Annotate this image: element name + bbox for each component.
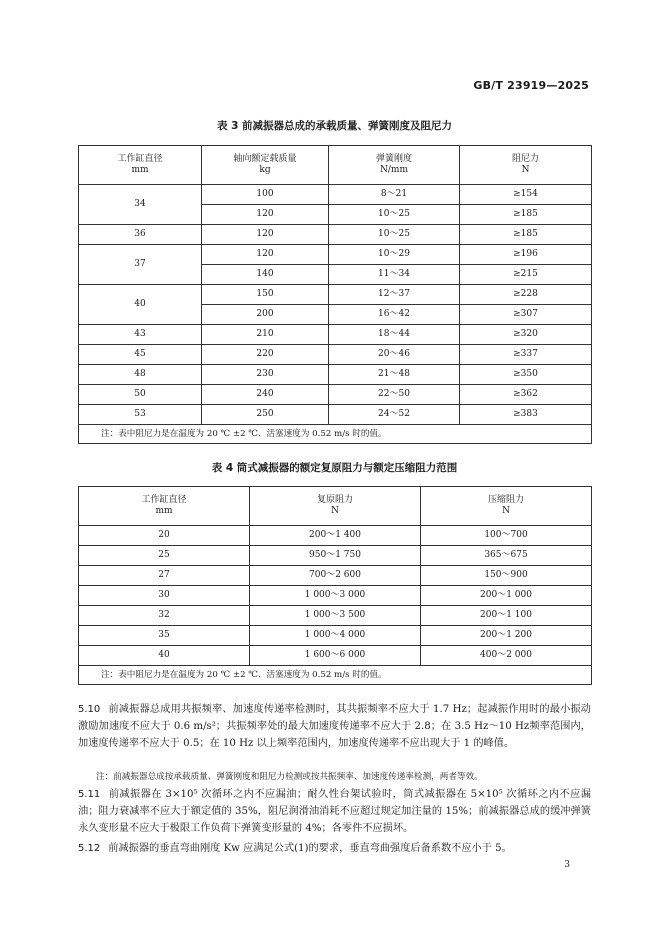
- cylinder-diameter-cell: 43: [79, 325, 202, 345]
- cylinder-diameter-cell: 37: [79, 245, 202, 285]
- cylinder-diameter-cell: 48: [79, 365, 202, 385]
- table-row: [79, 526, 592, 546]
- column-header-label: 压缩阻力: [487, 495, 524, 505]
- column-header-unit: N: [502, 506, 510, 516]
- table4-body: [79, 487, 592, 685]
- column-header: [421, 487, 592, 526]
- column-header: [202, 146, 329, 185]
- rebound-force-cell: 1 000～3 000: [250, 586, 421, 606]
- spring-stiffness-cell: 8～21: [329, 185, 460, 205]
- rated-load-cell: 100: [202, 185, 329, 205]
- spring-stiffness-cell: 18～44: [329, 325, 460, 345]
- cylinder-diameter-cell: 53: [79, 405, 202, 425]
- damping-force-cell: ≥196: [460, 245, 592, 265]
- table4-note-row: [79, 666, 592, 685]
- table3-caption: 表 3 前减振器总成的承载质量、弹簧刚度及阻尼力: [216, 120, 453, 132]
- cylinder-diameter-cell: 40: [79, 646, 250, 666]
- clause-number: 5.12: [78, 843, 101, 854]
- damping-force-cell: ≥154: [460, 185, 592, 205]
- compression-force-cell: 365～675: [421, 546, 592, 566]
- table-note: 注：表中阻尼力是在温度为 20 ℃ ±2 ℃、活塞速度为 0.52 m/s 时的值。: [79, 666, 592, 685]
- table-row: [79, 225, 592, 245]
- column-header-unit: kg: [259, 165, 271, 175]
- spring-stiffness-cell: 16～42: [329, 305, 460, 325]
- standard-code: GB/T 23919—2025: [473, 79, 589, 92]
- rated-load-cell: 230: [202, 365, 329, 385]
- column-header-unit: mm: [155, 506, 173, 516]
- cylinder-diameter-cell: 34: [79, 185, 202, 225]
- rated-load-cell: 150: [202, 285, 329, 305]
- table-row: [79, 405, 592, 425]
- table4-caption: 表 4 筒式减振器的额定复原阻力与额定压缩阻力范围: [211, 462, 458, 474]
- table-row: [79, 345, 592, 365]
- spring-stiffness-cell: 21～48: [329, 365, 460, 385]
- rated-load-cell: 220: [202, 345, 329, 365]
- spring-stiffness-cell: 12～37: [329, 285, 460, 305]
- damping-force-cell: ≥383: [460, 405, 592, 425]
- column-header: [250, 487, 421, 526]
- spring-stiffness-cell: 10～25: [329, 205, 460, 225]
- table-row: [79, 325, 592, 345]
- rated-load-cell: 210: [202, 325, 329, 345]
- damping-force-cell: ≥307: [460, 305, 592, 325]
- table-row: [79, 285, 592, 305]
- column-header-unit: N/mm: [380, 165, 408, 175]
- table3-note-row: [79, 425, 592, 444]
- spring-stiffness-cell: 20～46: [329, 345, 460, 365]
- rebound-force-cell: 1 000～4 000: [250, 626, 421, 646]
- compression-force-cell: 200～1 200: [421, 626, 592, 646]
- compression-force-cell: 400～2 000: [421, 646, 592, 666]
- column-header-unit: N: [331, 506, 339, 516]
- damping-force-cell: ≥350: [460, 365, 592, 385]
- cylinder-diameter-cell: 36: [79, 225, 202, 245]
- column-header: [329, 146, 460, 185]
- column-header-label: 工作缸直径: [141, 495, 187, 505]
- clause-text: 前减振器总成用共振频率、加速度传递率检测时，其共振频率不应大于 1.7 Hz；起减振作用时的最小振动激励加速度不应大于 0.6 m/s²；共振频率处的最大加速度传递率不应大于 2.8；在 3.5 Hz～10 Hz频率范围内，加速度传递率不应大于 0.5；在 10 Hz 以上频率范围内，加速度传递率不应出现大于 1 的峰值。: [78, 704, 591, 749]
- column-header: [79, 487, 250, 526]
- page-number: 3: [564, 860, 570, 870]
- column-header-unit: mm: [131, 165, 149, 175]
- rebound-force-cell: 200～1 400: [250, 526, 421, 546]
- cylinder-diameter-cell: 45: [79, 345, 202, 365]
- table-row: [79, 606, 592, 626]
- column-header-label: 阻尼力: [511, 154, 539, 164]
- rated-load-cell: 140: [202, 265, 329, 285]
- table-row: [79, 646, 592, 666]
- table4-header-row: [79, 487, 592, 526]
- clause-text: 前减振器的垂直弯曲刚度 Kw 应满足公式(1)的要求，垂直弯曲强度后备系数不应小于 5。: [108, 843, 512, 854]
- table3: [78, 145, 592, 444]
- damping-force-cell: ≥185: [460, 225, 592, 245]
- rebound-force-cell: 1 000～3 500: [250, 606, 421, 626]
- clause-5-11: [78, 786, 591, 837]
- column-header-label: 弹簧刚度: [375, 154, 412, 164]
- rebound-force-cell: 700～2 600: [250, 566, 421, 586]
- table3-body: [79, 146, 592, 444]
- rated-load-cell: 200: [202, 305, 329, 325]
- cylinder-diameter-cell: 50: [79, 385, 202, 405]
- table-row: [79, 586, 592, 606]
- clause-5-12: [78, 840, 591, 857]
- cylinder-diameter-cell: 40: [79, 285, 202, 325]
- table-row: [79, 626, 592, 646]
- clause-text: 前减振器在 3×10⁵ 次循环之内不应漏油；耐久性台架试验时，筒式减振器在 5×10⁵ 次循环之内不应漏油；阻力衰减率不应大于额定值的 35%，阻尼润滑油消耗不应超过规定加注量的 15%；前减振器总成的缓冲弹簧永久变形量不应大于极限工作负荷下弹簧变形量的 4%；各零件不应损坏。: [78, 789, 591, 834]
- cylinder-diameter-cell: 30: [79, 586, 250, 606]
- damping-force-cell: ≥215: [460, 265, 592, 285]
- rebound-force-cell: 1 600～6 000: [250, 646, 421, 666]
- rebound-force-cell: 950～1 750: [250, 546, 421, 566]
- column-header-label: 轴向额定载质量: [233, 154, 297, 164]
- spring-stiffness-cell: 11～34: [329, 265, 460, 285]
- table4: [78, 486, 592, 685]
- clause-note: 注：前减振器总成按承载质量、弹簧刚度和阻尼力检测或按共振频率、加速度传递率检测，两者等效。: [96, 772, 483, 782]
- rated-load-cell: 250: [202, 405, 329, 425]
- compression-force-cell: 200～1 000: [421, 586, 592, 606]
- column-header-label: 复原阻力: [316, 495, 353, 505]
- compression-force-cell: 200～1 100: [421, 606, 592, 626]
- cylinder-diameter-cell: 20: [79, 526, 250, 546]
- column-header-label: 工作缸直径: [117, 154, 163, 164]
- table-row: [79, 385, 592, 405]
- column-header: [460, 146, 592, 185]
- cylinder-diameter-cell: 32: [79, 606, 250, 626]
- compression-force-cell: 100～700: [421, 526, 592, 546]
- table-row: [79, 546, 592, 566]
- damping-force-cell: ≥185: [460, 205, 592, 225]
- damping-force-cell: ≥320: [460, 325, 592, 345]
- compression-force-cell: 150～900: [421, 566, 592, 586]
- clause-5-10: [78, 701, 591, 752]
- spring-stiffness-cell: 10～25: [329, 225, 460, 245]
- damping-force-cell: ≥228: [460, 285, 592, 305]
- table-row: [79, 245, 592, 265]
- cylinder-diameter-cell: 27: [79, 566, 250, 586]
- column-header-unit: N: [521, 165, 530, 175]
- table-row: [79, 365, 592, 385]
- spring-stiffness-cell: 24～52: [329, 405, 460, 425]
- cylinder-diameter-cell: 25: [79, 546, 250, 566]
- rated-load-cell: 240: [202, 385, 329, 405]
- table3-header-row: [79, 146, 592, 185]
- rated-load-cell: 120: [202, 245, 329, 265]
- spring-stiffness-cell: 22～50: [329, 385, 460, 405]
- clause-number: 5.11: [78, 789, 101, 800]
- clause-number: 5.10: [78, 704, 101, 715]
- rated-load-cell: 120: [202, 225, 329, 245]
- table-row: [79, 566, 592, 586]
- table-row: [79, 185, 592, 205]
- cylinder-diameter-cell: 35: [79, 626, 250, 646]
- table-note: 注：表中阻尼力是在温度为 20 ℃ ±2 ℃、活塞速度为 0.52 m/s 时的值。: [79, 425, 592, 444]
- damping-force-cell: ≥362: [460, 385, 592, 405]
- rated-load-cell: 120: [202, 205, 329, 225]
- damping-force-cell: ≥337: [460, 345, 592, 365]
- column-header: [79, 146, 202, 185]
- spring-stiffness-cell: 10～29: [329, 245, 460, 265]
